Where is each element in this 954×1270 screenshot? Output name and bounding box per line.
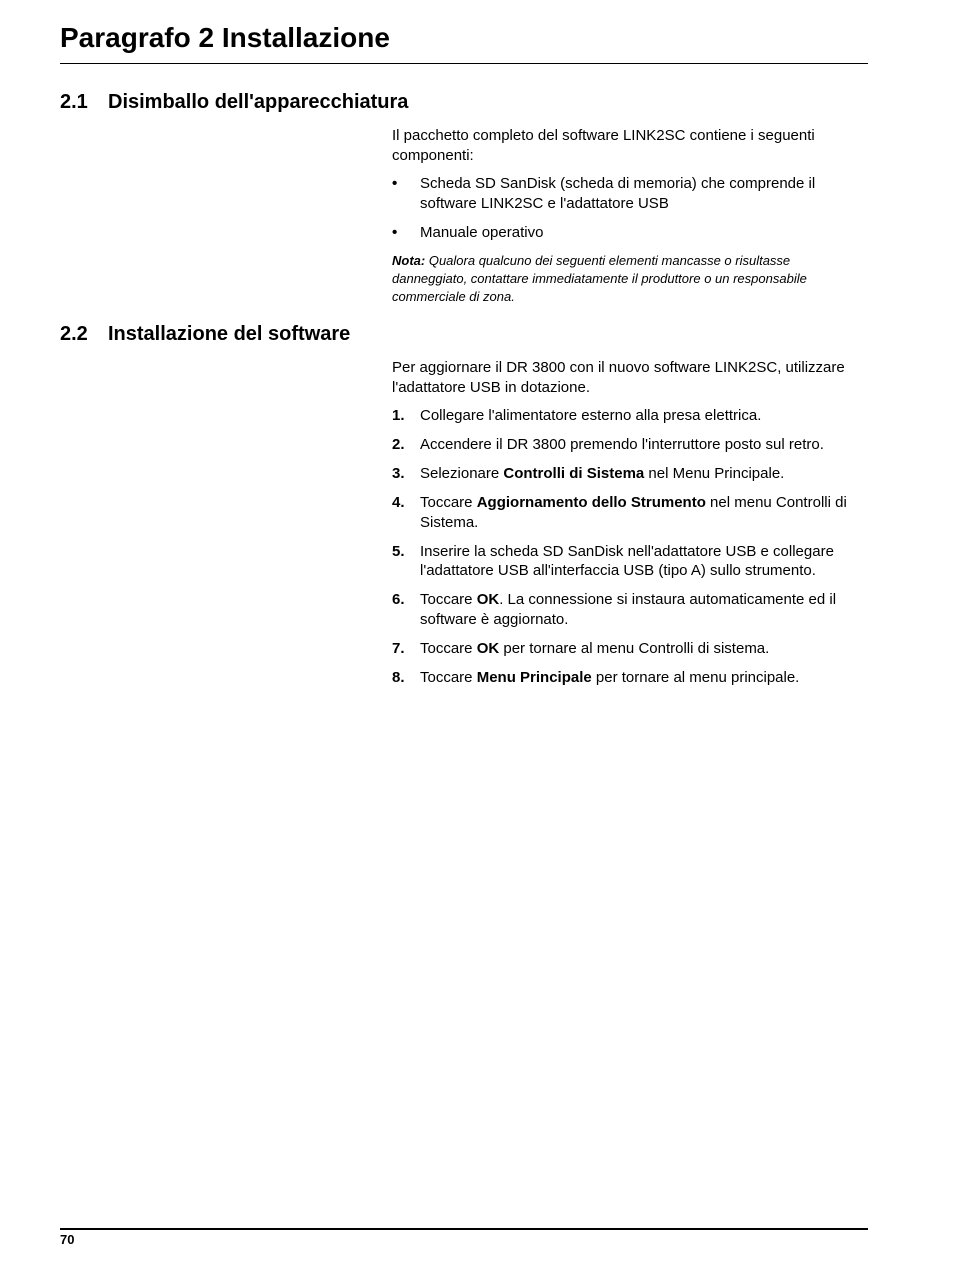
chapter-title: Paragrafo 2 Installazione (60, 18, 868, 64)
step-item (392, 668, 868, 688)
list-item (392, 223, 868, 243)
list-item (392, 174, 868, 213)
section-intro: Il pacchetto completo del software LINK2SC contiene i seguenti componenti: (392, 127, 815, 164)
step-number: 2. (392, 436, 405, 453)
step-item (392, 639, 868, 659)
step-text: Selezionare Controlli di Sistema nel Menu Principale. (420, 465, 785, 482)
steps-list (392, 406, 868, 687)
step-number: 3. (392, 465, 405, 482)
section-intro: Per aggiornare il DR 3800 con il nuovo software LINK2SC, utilizzare l'adattatore USB in dotazione. (392, 359, 845, 396)
section-2-1-body (392, 126, 868, 315)
step-item (392, 542, 868, 581)
step-text: Toccare Aggiornamento dello Strumento nel menu Controlli di Sistema. (420, 494, 847, 531)
step-item (392, 406, 868, 426)
step-item (392, 590, 868, 629)
step-number: 6. (392, 591, 405, 608)
section-heading-2-2 (60, 322, 350, 346)
step-text: Toccare Menu Principale per tornare al menu principale. (420, 668, 800, 686)
step-text: Collegare l'alimentatore esterno alla presa elettrica. (420, 407, 762, 424)
section-2-2-body (392, 358, 868, 697)
note (392, 252, 868, 306)
section-title: Installazione del software (108, 323, 351, 345)
step-item (392, 493, 868, 532)
step-text: Toccare OK per tornare al menu Controlli di sistema. (420, 639, 770, 657)
note-label: Nota: (392, 252, 426, 268)
step-number: 8. (392, 668, 405, 686)
section-number: 2.1 (60, 91, 88, 113)
bullet-marker: • (392, 175, 398, 192)
step-item (392, 435, 868, 455)
step-number: 5. (392, 542, 405, 560)
step-text: Accendere il DR 3800 premendo l'interruttore posto sul retro. (420, 436, 824, 453)
step-number: 1. (392, 407, 405, 424)
step-item (392, 464, 868, 484)
note-text: Qualora qualcuno dei seguenti elementi mancasse o risultasse danneggiato, contattare immediatamente il produttore o un responsabile commerciale di zona. (392, 252, 807, 304)
section-heading-2-1 (60, 90, 408, 114)
section-title: Disimballo dell'apparecchiatura (108, 91, 409, 113)
list-item-text: Scheda SD SanDisk (scheda di memoria) che comprende il software LINK2SC e l'adattatore USB (420, 175, 816, 212)
page-number: 70 (60, 1232, 75, 1247)
step-text: Toccare OK. La connessione si instaura automaticamente ed il software è aggiornato. (420, 591, 837, 628)
footer-rule (60, 1228, 868, 1230)
list-item-text: Manuale operativo (420, 223, 544, 241)
bullet-marker: • (392, 223, 398, 241)
step-number: 4. (392, 494, 405, 511)
step-text: Inserire la scheda SD SanDisk nell'adattatore USB e collegare l'adattatore USB all'interfaccia USB (tipo A) sullo strumento. (420, 542, 834, 579)
step-number: 7. (392, 639, 405, 657)
section-number: 2.2 (60, 323, 88, 345)
